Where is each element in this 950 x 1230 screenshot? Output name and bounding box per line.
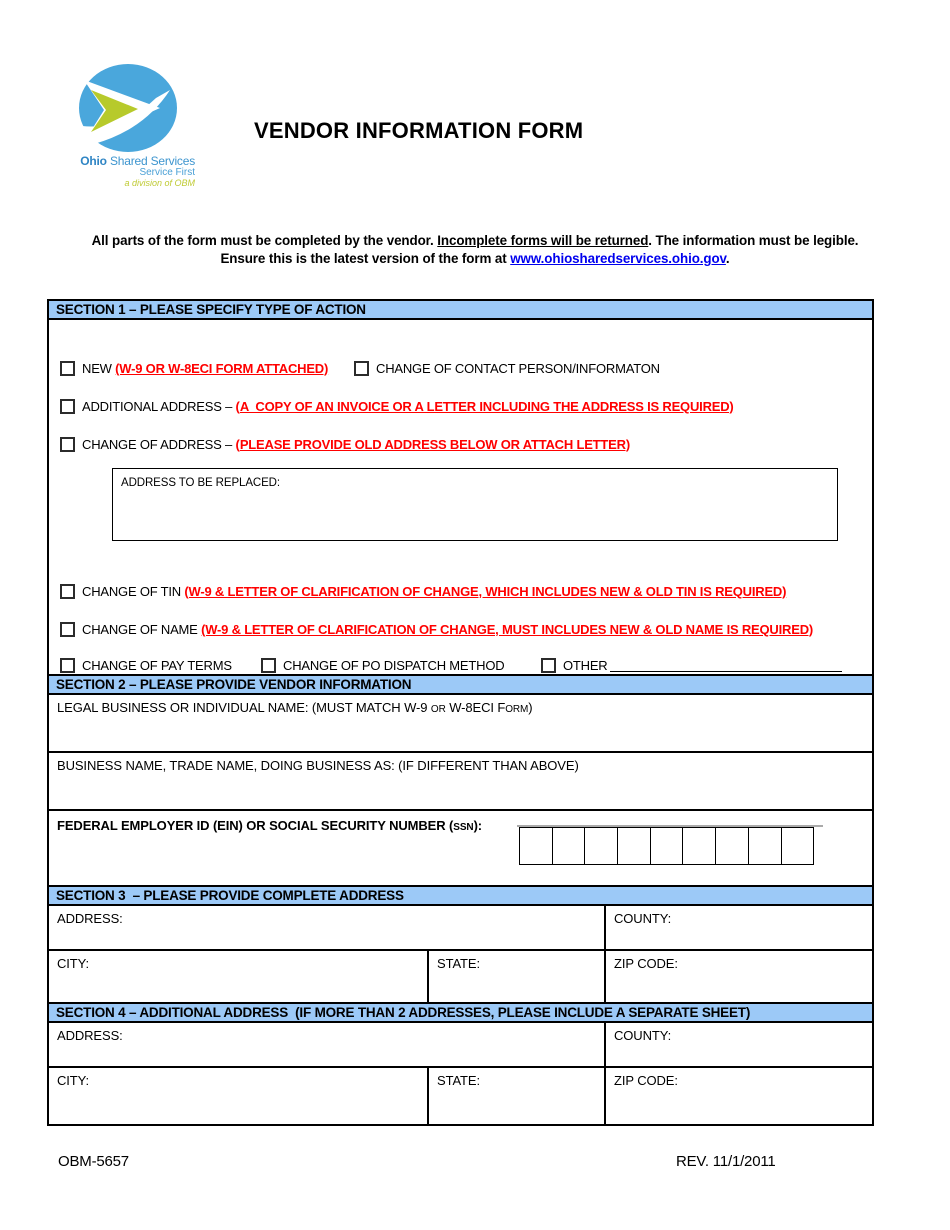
instructions-period: . [725, 251, 730, 266]
logo-org-name: Ohio Shared Services [80, 154, 195, 168]
instructions-text-2: . The information must be legible. [648, 233, 859, 248]
ein-ssn-digit-boxes [519, 827, 814, 865]
ssn-digit-box-2[interactable] [552, 827, 586, 865]
logo-division: a division of OBM [124, 178, 195, 188]
section3-city-label: CITY: [57, 956, 90, 971]
change-address-checkbox[interactable] [60, 437, 75, 452]
section3-address-label: ADDRESS: [57, 911, 123, 926]
business-name-field[interactable] [49, 753, 872, 809]
legal-name-row [49, 695, 872, 753]
vendor-form-table [47, 299, 874, 1126]
section4-state-field[interactable] [427, 1068, 604, 1124]
action-row-change-name [49, 621, 872, 637]
instructions-text-3: Ensure this is the latest version of the form at [220, 251, 511, 266]
change-pay-terms-label: CHANGE OF PAY TERMS [82, 657, 232, 673]
ssn-digit-box-7[interactable] [715, 827, 749, 865]
section4-header [49, 1004, 872, 1023]
section4-state-label: STATE: [437, 1073, 480, 1088]
ssn-digit-box-8[interactable] [748, 827, 782, 865]
page-title: VENDOR INFORMATION FORM [254, 118, 584, 143]
change-address-label: CHANGE OF ADDRESS – [82, 436, 236, 452]
form-instructions [0, 232, 950, 268]
section1-header-text: SECTION 1 – PLEASE SPECIFY TYPE OF ACTION [56, 302, 366, 317]
section4-header-text: SECTION 4 – ADDITIONAL ADDRESS (IF MORE THAN 2 ADDRESSES, PLEASE INCLUDE A SEPARATE SHEET) [56, 1005, 751, 1020]
additional-address-requirement-text: A COPY OF AN INVOICE OR A LETTER INCLUDING THE ADDRESS IS REQUIRED) [239, 398, 734, 414]
ssn-digit-box-4[interactable] [617, 827, 651, 865]
change-name-requirement-text: (W-9 & LETTER OF CLARIFICATION OF CHANGE, MUST INCLUDES NEW & OLD NAME IS REQUIRED) [201, 621, 814, 637]
section4-county-label: COUNTY: [614, 1028, 672, 1043]
legal-name-label: LEGAL BUSINESS OR INDIVIDUAL NAME: (MUST MATCH W-9 OR W-8ECI FORM) [57, 700, 533, 715]
additional-address-paren: ( [235, 398, 240, 414]
address-to-be-replaced-field[interactable] [112, 468, 838, 541]
new-label: NEW [82, 360, 116, 376]
logo-tagline: Service First [139, 167, 195, 178]
ssn-digit-box-9[interactable] [781, 827, 815, 865]
business-name-row [49, 753, 872, 811]
section3-state-label: STATE: [437, 956, 480, 971]
ssn-digit-box-1[interactable] [519, 827, 553, 865]
instructions-text: All parts of the form must be completed by the vendor. [91, 233, 438, 248]
change-tin-label: CHANGE OF TIN [82, 583, 185, 599]
form-number: OBM-5657 [58, 1153, 129, 1170]
section4-city-label: CITY: [57, 1073, 90, 1088]
new-requirement-text: (W-9 OR W-8ECI FORM ATTACHED) [115, 360, 329, 376]
section2-header-text: SECTION 2 – PLEASE PROVIDE VENDOR INFORMATION [56, 677, 412, 692]
new-checkbox[interactable] [60, 361, 75, 376]
action-row-change-address [49, 436, 872, 452]
ssn-digit-box-3[interactable] [584, 827, 618, 865]
ohiosharedservices-link[interactable]: www.ohiosharedservices.ohio.gov [510, 251, 726, 266]
section4-address-row [49, 1023, 872, 1068]
section3-state-field[interactable] [427, 951, 604, 1002]
change-address-paren: ( [235, 436, 240, 452]
section3-address-row [49, 906, 872, 951]
section3-county-field[interactable] [604, 906, 872, 949]
section3-zip-field[interactable] [604, 951, 872, 1002]
section1-header [49, 301, 872, 320]
section1-body [49, 320, 872, 676]
change-po-dispatch-checkbox[interactable] [261, 658, 276, 673]
other-checkbox[interactable] [541, 658, 556, 673]
section4-city-row [49, 1068, 872, 1124]
section2-header [49, 676, 872, 695]
section3-header [49, 887, 872, 906]
address-to-be-replaced-label: ADDRESS TO BE REPLACED: [121, 477, 280, 489]
section4-city-field[interactable] [49, 1068, 427, 1124]
change-name-label: CHANGE OF NAME [82, 621, 202, 637]
action-row-new [49, 360, 872, 376]
change-contact-label: CHANGE OF CONTACT PERSON/INFORMATON [376, 360, 660, 376]
action-row-additional-address [49, 398, 872, 414]
section3-county-label: COUNTY: [614, 911, 672, 926]
revision-date: REV. 11/1/2011 [676, 1153, 776, 1170]
change-tin-checkbox[interactable] [60, 584, 75, 599]
additional-address-label: ADDITIONAL ADDRESS – [82, 398, 236, 414]
section4-address-label: ADDRESS: [57, 1028, 123, 1043]
ohio-shared-services-logo-mark [78, 64, 178, 154]
legal-name-field[interactable] [49, 695, 872, 751]
change-name-checkbox[interactable] [60, 622, 75, 637]
additional-address-checkbox[interactable] [60, 399, 75, 414]
other-fill-in-line[interactable] [610, 659, 842, 672]
change-contact-checkbox[interactable] [354, 361, 369, 376]
section3-address-field[interactable] [49, 906, 604, 949]
business-name-label: BUSINESS NAME, TRADE NAME, DOING BUSINESS AS: (IF DIFFERENT THAN ABOVE) [57, 758, 579, 773]
ohio-shared-services-logo [73, 64, 203, 189]
ssn-digit-box-6[interactable] [682, 827, 716, 865]
section4-address-field[interactable] [49, 1023, 604, 1066]
action-row-other-options [49, 657, 872, 673]
ssn-digit-box-5[interactable] [650, 827, 684, 865]
section4-zip-field[interactable] [604, 1068, 872, 1124]
instructions-underlined-text: Incomplete forms will be returned [437, 233, 649, 248]
section3-city-row [49, 951, 872, 1004]
change-pay-terms-checkbox[interactable] [60, 658, 75, 673]
ein-ssn-label: FEDERAL EMPLOYER ID (EIN) OR SOCIAL SECURITY NUMBER (SSN): [57, 818, 483, 833]
change-address-requirement-text: PLEASE PROVIDE OLD ADDRESS BELOW OR ATTACH LETTER) [239, 436, 630, 452]
section3-zip-label: ZIP CODE: [614, 956, 678, 971]
section4-zip-label: ZIP CODE: [614, 1073, 678, 1088]
other-label: OTHER [563, 657, 608, 673]
section3-header-text: SECTION 3 – PLEASE PROVIDE COMPLETE ADDRESS [56, 888, 404, 903]
action-row-change-tin [49, 583, 872, 599]
section4-county-field[interactable] [604, 1023, 872, 1066]
change-tin-requirement-text: (W-9 & LETTER OF CLARIFICATION OF CHANGE, WHICH INCLUDES NEW & OLD TIN IS REQUIRED) [184, 583, 787, 599]
ein-ssn-row [49, 811, 872, 887]
section3-city-field[interactable] [49, 951, 427, 1002]
change-po-dispatch-label: CHANGE OF PO DISPATCH METHOD [283, 657, 505, 673]
